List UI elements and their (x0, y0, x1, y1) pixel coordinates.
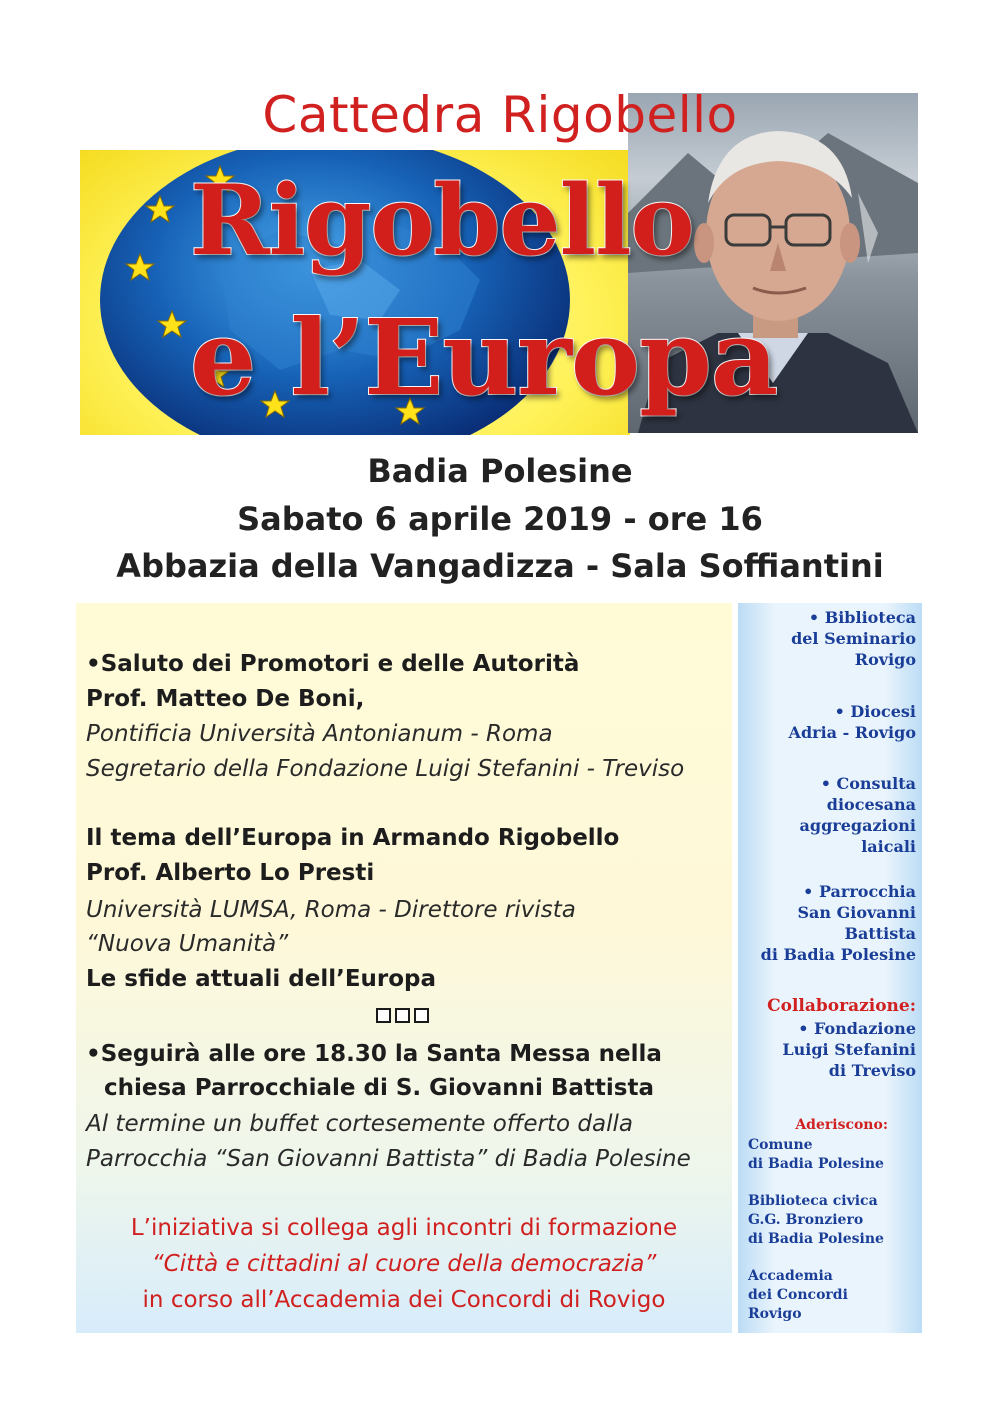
closing-line3: in corso all’Accademia dei Concordi di Rovigo (142, 1287, 666, 1313)
event-place: Badia Polesine (367, 452, 633, 490)
promoter-line: Rovigo (854, 650, 916, 669)
collaborator-line: di Treviso (828, 1061, 916, 1080)
program-topic: Le sfide attuali dell’Europa (86, 966, 437, 992)
adherent-line: di Badia Polesine (748, 1156, 884, 1172)
program-item-mass: •Seguirà alle ore 18.30 la Santa Messa nella (86, 1041, 662, 1067)
series-title: Cattedra Rigobello (262, 86, 738, 144)
collaborator-line: • Fondazione (798, 1019, 916, 1038)
adherent-line: Comune (748, 1137, 813, 1153)
program-speaker-2: Prof. Alberto Lo Presti (86, 860, 375, 886)
event-date: Sabato 6 aprile 2019 - ore 16 (237, 500, 763, 538)
promoter-line: • Parrocchia (803, 882, 916, 901)
adherent-comune (748, 1136, 884, 1174)
promoter-seminario (791, 607, 916, 670)
adherent-line: dei Concordi (748, 1287, 848, 1303)
adherent-accademia (748, 1267, 848, 1324)
poster-header (0, 0, 1000, 440)
program-buffet-line1: Al termine un buffet cortesemente offerto dalla (86, 1111, 633, 1137)
promoter-line: • Consulta (820, 774, 916, 793)
program-mass-location: chiesa Parrocchiale di S. Giovanni Battista (104, 1075, 655, 1101)
promoter-line: diocesana (826, 795, 916, 814)
collaboration-fondazione (782, 1018, 916, 1081)
promoter-line: Battista (844, 924, 916, 943)
collaboration-heading: Collaborazione: (767, 996, 916, 1016)
promoter-line: San Giovanni (797, 903, 916, 922)
collaborator-line: Luigi Stefanini (782, 1040, 916, 1059)
adherent-line: G.G. Bronziero (748, 1212, 864, 1228)
separator-box-icon (376, 1008, 391, 1023)
adherent-biblioteca-civica (748, 1192, 884, 1249)
promoter-line: Adria - Rovigo (788, 723, 916, 742)
program-affiliation-2b: “Nuova Umanità” (86, 931, 289, 957)
program-item-greetings: •Saluto dei Promotori e delle Autorità (86, 651, 580, 677)
promoter-line: di Badia Polesine (760, 945, 916, 964)
promoter-line: aggregazioni (799, 816, 916, 835)
program-affiliation-1a: Pontificia Università Antonianum - Roma (86, 721, 553, 747)
promoter-diocesi (789, 701, 916, 743)
promoter-line: • Diocesi (834, 702, 916, 721)
program-affiliation-2a: Università LUMSA, Roma - Direttore rivista (86, 897, 576, 923)
program-box (76, 603, 732, 1333)
closing-line2: “Città e cittadini al cuore della democrazia” (151, 1251, 657, 1277)
closing-line1: L’iniziativa si collega agli incontri di formazione (130, 1215, 678, 1241)
adherent-line: Accademia (748, 1268, 833, 1284)
sponsors-sidebar (738, 603, 922, 1333)
promoter-consulta (800, 773, 916, 857)
program-affiliation-1b: Segretario della Fondazione Luigi Stefanini - Treviso (86, 756, 685, 782)
main-title-line2: e l’Europa (190, 296, 778, 419)
separator-box-icon (395, 1008, 410, 1023)
adhere-heading: Aderiscono: (795, 1117, 888, 1133)
adherent-line: di Badia Polesine (748, 1231, 884, 1247)
program-buffet-line2: Parrocchia “San Giovanni Battista” di Badia Polesine (86, 1146, 691, 1172)
event-venue: Abbazia della Vangadizza - Sala Soffiantini (116, 547, 884, 585)
main-title-line1: Rigobello (190, 164, 694, 277)
promoter-line: • Biblioteca (808, 608, 916, 627)
adherent-line: Rovigo (748, 1306, 802, 1322)
promoter-parrocchia (761, 881, 916, 965)
program-talk-title: Il tema dell’Europa in Armando Rigobello (86, 825, 620, 851)
program-speaker-1: Prof. Matteo De Boni, (86, 686, 365, 712)
separator-box-icon (414, 1008, 429, 1023)
promoter-line: laicali (861, 837, 916, 856)
adherent-line: Biblioteca civica (748, 1193, 878, 1209)
section-separator (376, 1008, 429, 1023)
promoter-line: del Seminario (791, 629, 916, 648)
